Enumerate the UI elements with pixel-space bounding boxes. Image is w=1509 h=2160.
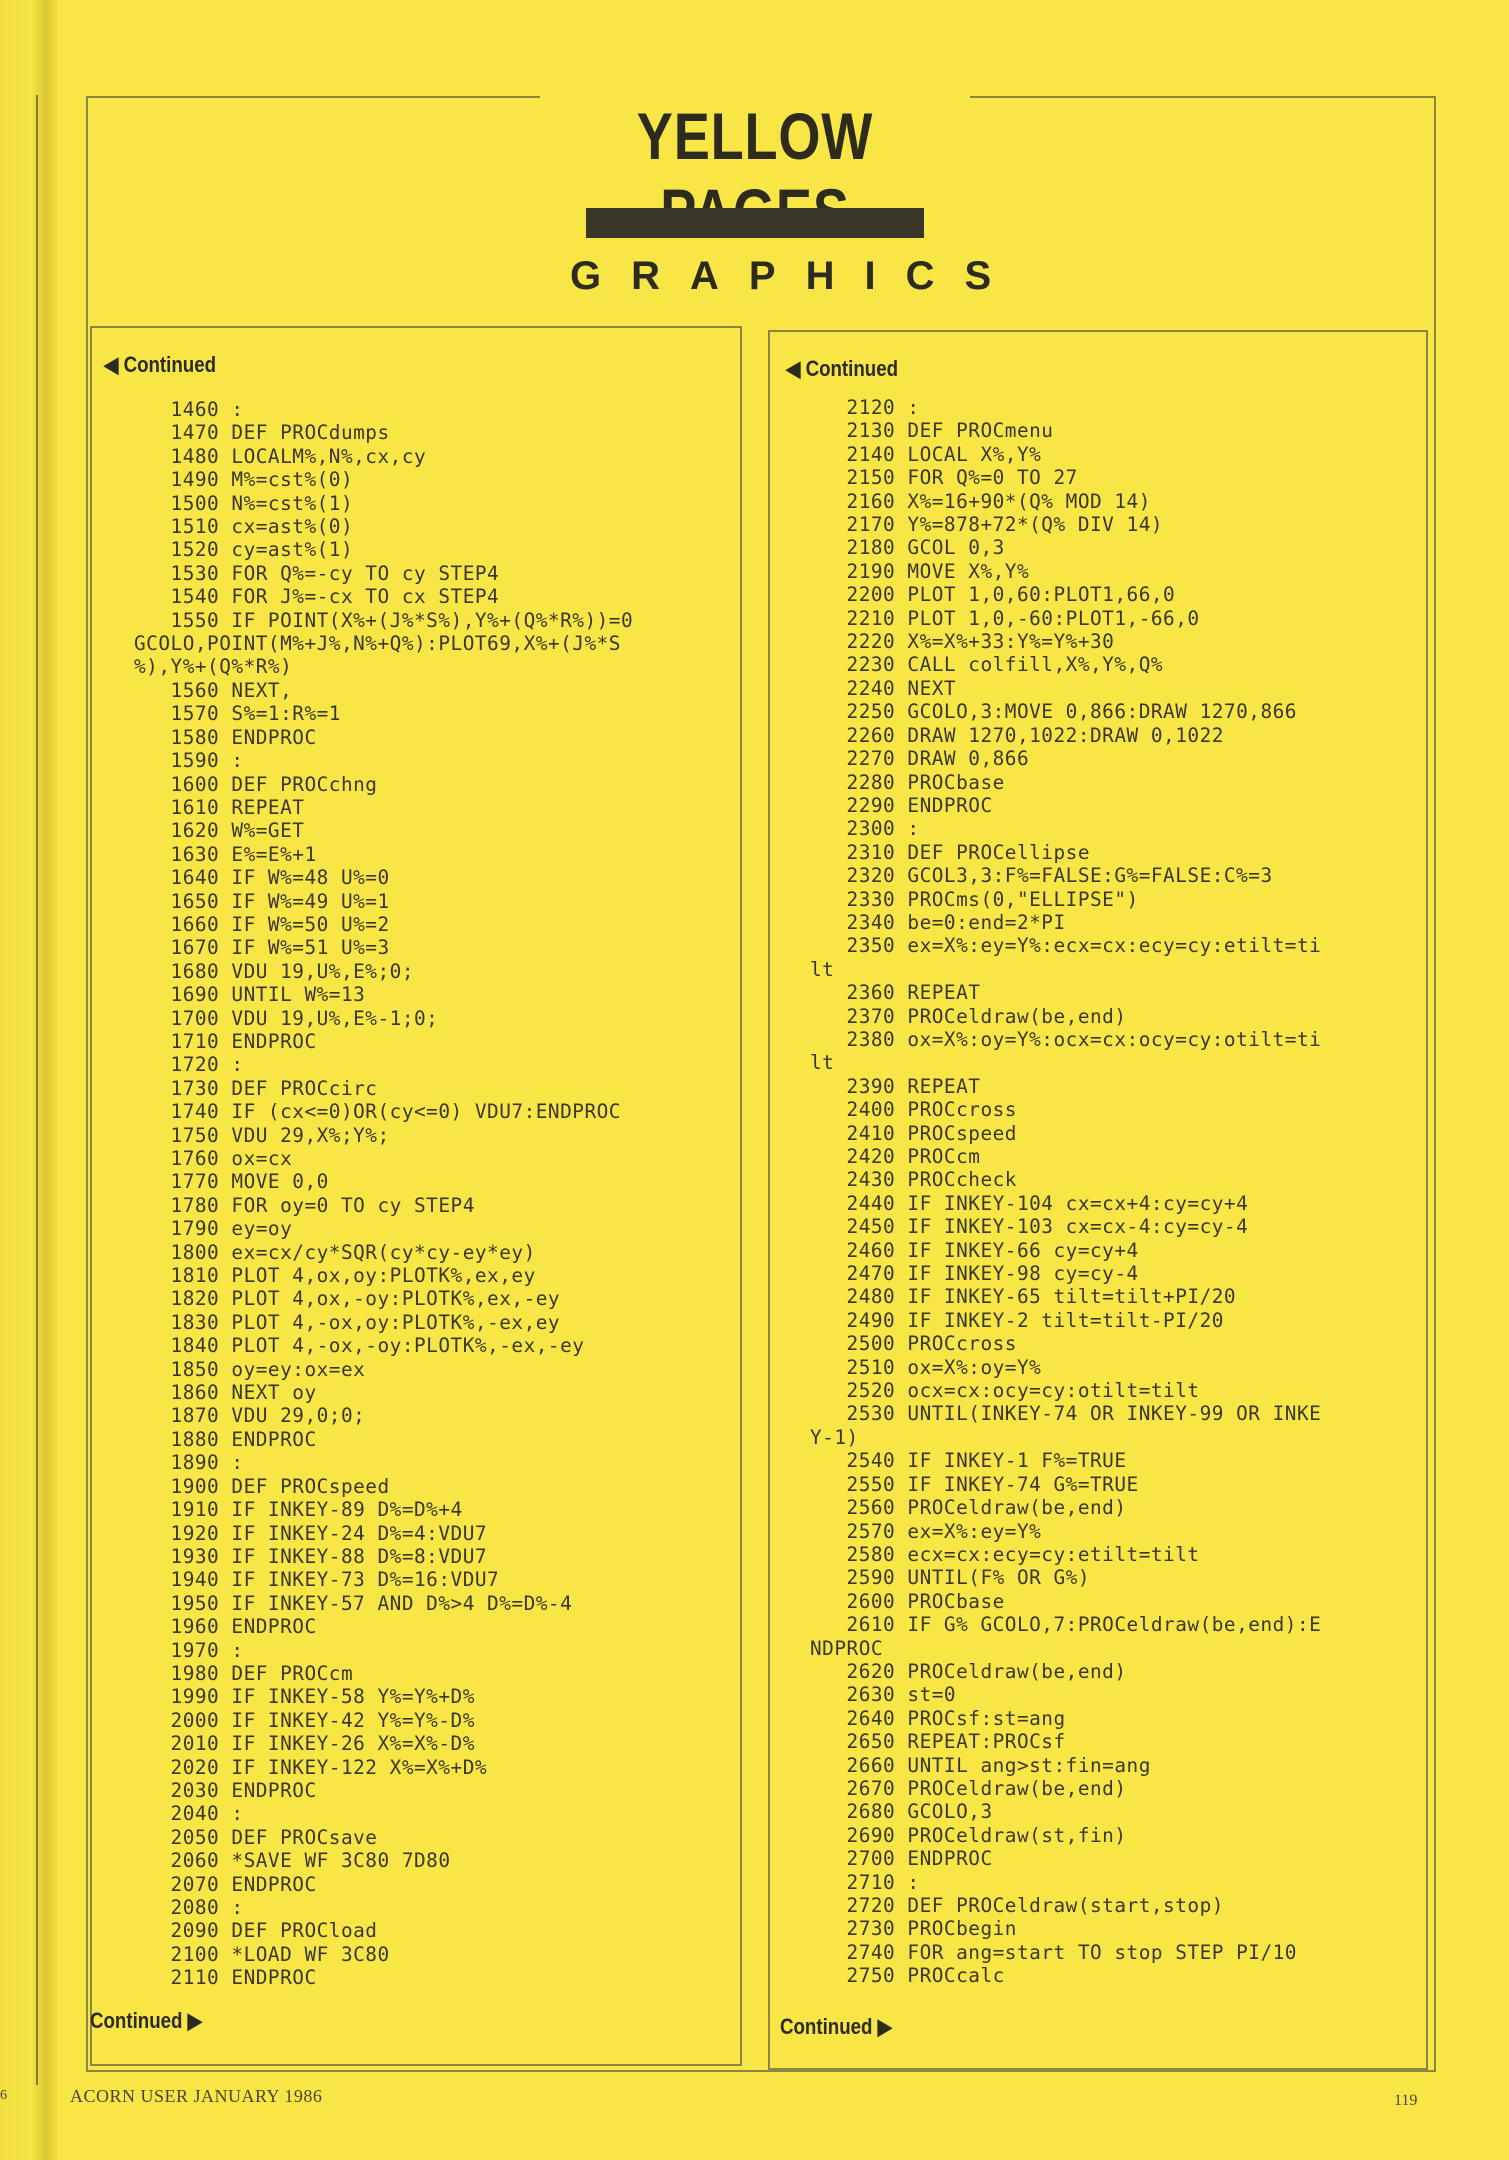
code-line: 2270 DRAW 0,866 [810, 747, 1030, 771]
code-line: 2620 PROCeldraw(be,end) [810, 1659, 1127, 1683]
continued-from-label: ◀ Continued [104, 352, 217, 377]
code-line: 1650 IF W%=49 U%=1 [134, 889, 390, 913]
code-line: 2040 : [134, 1802, 244, 1826]
code-line: 1960 ENDPROC [134, 1615, 317, 1639]
code-line: 2350 ex=X%:ey=Y%:ecx=cx:ecy=cy:etilt=ti [810, 934, 1322, 958]
code-line: 2090 DEF PROCload [134, 1919, 378, 1943]
code-line: 1670 IF W%=51 U%=3 [134, 936, 390, 960]
code-line: 1510 cx=ast%(0) [134, 515, 354, 539]
code-line: 2600 PROCbase [810, 1589, 1005, 1613]
header-underline-bar [586, 208, 924, 238]
code-line: 2500 PROCcross [810, 1332, 1017, 1356]
basic-listing [810, 396, 1321, 1988]
code-line: 2030 ENDPROC [134, 1778, 317, 1802]
code-line: 2160 X%=16+90*(Q% MOD 14) [810, 489, 1151, 513]
code-line: 1910 IF INKEY-89 D%=D%+4 [134, 1498, 463, 1522]
code-line: 2540 IF INKEY-1 F%=TRUE [810, 1449, 1127, 1473]
code-line: 1850 oy=ey:ox=ex [134, 1357, 366, 1381]
previous-page-frame-edge [0, 95, 38, 2085]
continued-from-label: ◀ Continued [786, 356, 899, 381]
code-line: 2340 be=0:end=2*PI [810, 910, 1066, 934]
continued-on-label: Continued ▶ [90, 2008, 203, 2033]
code-line: 2240 NEXT [810, 676, 957, 700]
code-line: 1560 NEXT, [134, 678, 293, 702]
code-line: 2570 ex=X%:ey=Y% [810, 1519, 1042, 1543]
code-line: %),Y%+(Q%*R%) [134, 655, 293, 679]
code-line: 2230 CALL colfill,X%,Y%,Q% [810, 653, 1164, 677]
code-line: lt [810, 1051, 835, 1075]
code-line: Y-1) [810, 1425, 859, 1449]
code-line: 2010 IF INKEY-26 X%=X%-D% [134, 1732, 475, 1756]
code-line: 1520 cy=ast%(1) [134, 538, 354, 562]
code-line: 1710 ENDPROC [134, 1029, 317, 1053]
code-line: 2310 DEF PROCellipse [810, 840, 1091, 864]
code-line: 1690 UNTIL W%=13 [134, 983, 366, 1007]
code-line: 1630 E%=E%+1 [134, 842, 317, 866]
code-line: 1590 : [134, 749, 244, 773]
code-line: 1830 PLOT 4,-ox,oy:PLOTK%,-ex,ey [134, 1310, 561, 1334]
code-line: 2740 FOR ang=start TO stop STEP PI/10 [810, 1940, 1297, 1964]
code-line: 2140 LOCAL X%,Y% [810, 442, 1042, 466]
code-line: NDPROC [810, 1636, 884, 1660]
code-line: 2200 PLOT 1,0,60:PLOT1,66,0 [810, 583, 1176, 607]
header-title: YELLOW [636, 99, 874, 173]
code-line: 2670 PROCeldraw(be,end) [810, 1776, 1127, 1800]
code-line: 1620 W%=GET [134, 819, 305, 843]
code-line: 1870 VDU 29,0;0; [134, 1404, 366, 1428]
code-line: 1900 DEF PROCspeed [134, 1474, 390, 1498]
code-line: 2380 ox=X%:oy=Y%:ocx=cx:ocy=cy:otilt=ti [810, 1027, 1322, 1051]
code-line: 1550 IF POINT(X%+(J%*S%),Y%+(Q%*R%))=0 [134, 608, 634, 632]
code-line: 2610 IF G% GCOLO,7:PROCeldraw(be,end):E [810, 1613, 1322, 1637]
code-line: 2700 ENDPROC [810, 1847, 993, 1871]
code-line: 2580 ecx=cx:ecy=cy:etilt=tilt [810, 1542, 1200, 1566]
page-number: 119 [1394, 2092, 1418, 2109]
code-line: 1740 IF (cx<=0)OR(cy<=0) VDU7:ENDPROC [134, 1100, 621, 1124]
code-line: 1500 N%=cst%(1) [134, 491, 354, 515]
code-line: 2720 DEF PROCeldraw(start,stop) [810, 1894, 1224, 1917]
code-line: 1950 IF INKEY-57 AND D%>4 D%=D%-4 [134, 1591, 573, 1615]
code-line: 2130 DEF PROCmenu [810, 419, 1054, 443]
code-line: 1470 DEF PROCdumps [134, 421, 390, 445]
header-subtitle: GRAPHICS [570, 254, 1022, 298]
code-line: 2400 PROCcross [810, 1098, 1017, 1122]
code-line: 2220 X%=X%+33:Y%=Y%+30 [810, 630, 1115, 654]
code-line: 2020 IF INKEY-122 X%=X%+D% [134, 1755, 488, 1779]
code-line: 2560 PROCeldraw(be,end) [810, 1496, 1127, 1520]
code-line: 2070 ENDPROC [134, 1872, 317, 1896]
code-line: 1940 IF INKEY-73 D%=16:VDU7 [134, 1568, 500, 1592]
code-line: 2000 IF INKEY-42 Y%=Y%-D% [134, 1708, 475, 1732]
code-line: 2180 GCOL 0,3 [810, 536, 1005, 560]
code-line: 1770 MOVE 0,0 [134, 1170, 329, 1194]
code-line: 2430 PROCcheck [810, 1168, 1017, 1192]
code-line: 2210 PLOT 1,0,-60:PLOT1,-66,0 [810, 606, 1200, 630]
code-line: 2120 : [810, 396, 920, 419]
code-line: 1680 VDU 19,U%,E%;0; [134, 959, 415, 983]
code-line: 2080 : [134, 1896, 244, 1919]
code-line: 1640 IF W%=48 U%=0 [134, 866, 390, 890]
code-line: 2630 st=0 [810, 1683, 957, 1707]
code-line: 1860 NEXT oy [134, 1381, 317, 1405]
code-line: 1610 REPEAT [134, 795, 305, 819]
code-line: 1750 VDU 29,X%;Y%; [134, 1123, 390, 1147]
code-line: 2650 REPEAT:PROCsf [810, 1730, 1066, 1754]
code-line: 2420 PROCcm [810, 1145, 981, 1168]
code-line: 1600 DEF PROCchng [134, 772, 378, 796]
previous-page-number: 6 [0, 2088, 7, 2103]
code-line: 2260 DRAW 1270,1022:DRAW 0,1022 [810, 723, 1224, 747]
code-line: 2170 Y%=878+72*(Q% DIV 14) [810, 513, 1164, 537]
code-line: 1920 IF INKEY-24 D%=4:VDU7 [134, 1521, 488, 1545]
code-line: 2450 IF INKEY-103 cx=cx-4:cy=cy-4 [810, 1215, 1249, 1239]
code-line: 2680 GCOLO,3 [810, 1800, 993, 1824]
code-line: 2360 REPEAT [810, 981, 981, 1005]
code-line: 1820 PLOT 4,ox,-oy:PLOTK%,ex,-ey [134, 1287, 561, 1311]
code-line: 1840 PLOT 4,-ox,-oy:PLOTK%,-ex,-ey [134, 1334, 585, 1358]
code-line: 2530 UNTIL(INKEY-74 OR INKEY-99 OR INKE [810, 1402, 1322, 1426]
code-line: 2390 REPEAT [810, 1074, 981, 1098]
code-line: 2440 IF INKEY-104 cx=cx+4:cy=cy+4 [810, 1191, 1249, 1215]
code-line: 1810 PLOT 4,ox,oy:PLOTK%,ex,ey [134, 1264, 536, 1288]
code-line: 2510 ox=X%:oy=Y% [810, 1355, 1042, 1379]
code-line: 1660 IF W%=50 U%=2 [134, 912, 390, 936]
code-line: 2250 GCOLO,3:MOVE 0,866:DRAW 1270,866 [810, 700, 1297, 724]
code-line: 2150 FOR Q%=0 TO 27 [810, 466, 1078, 490]
code-line: 1460 : [134, 398, 244, 421]
section-header [540, 96, 1022, 298]
code-line: 2050 DEF PROCsave [134, 1825, 378, 1849]
code-line: 1480 LOCALM%,N%,cx,cy [134, 444, 427, 468]
code-line: 1800 ex=cx/cy*SQR(cy*cy-ey*ey) [134, 1240, 536, 1264]
continued-on-label: Continued ▶ [780, 2014, 893, 2039]
code-line: 2060 *SAVE WF 3C80 7D80 [134, 1849, 451, 1873]
code-line: 2280 PROCbase [810, 770, 1005, 794]
code-line: 1540 FOR J%=-cx TO cx STEP4 [134, 585, 500, 609]
code-line: 2320 GCOL3,3:F%=FALSE:G%=FALSE:C%=3 [810, 864, 1273, 888]
code-line: 2460 IF INKEY-66 cy=cy+4 [810, 1238, 1139, 1262]
code-line: 2550 IF INKEY-74 G%=TRUE [810, 1472, 1139, 1496]
code-line: 2640 PROCsf:st=ang [810, 1706, 1066, 1730]
code-line: 1790 ey=oy [134, 1217, 293, 1241]
code-line: 1730 DEF PROCcirc [134, 1076, 378, 1100]
code-line: 2290 ENDPROC [810, 793, 993, 817]
code-line: 2520 ocx=cx:ocy=cy:otilt=tilt [810, 1379, 1200, 1403]
code-line: 1490 M%=cst%(0) [134, 468, 354, 492]
code-line: 1990 IF INKEY-58 Y%=Y%+D% [134, 1685, 475, 1709]
code-line: 1700 VDU 19,U%,E%-1;0; [134, 1006, 439, 1030]
code-line: 1780 FOR oy=0 TO cy STEP4 [134, 1193, 475, 1217]
code-line: GCOLO,POINT(M%+J%,N%+Q%):PLOT69,X%+(J%*S [134, 632, 621, 656]
code-line: 1530 FOR Q%=-cy TO cy STEP4 [134, 561, 500, 585]
code-line: 1720 : [134, 1053, 244, 1077]
code-line: 2690 PROCeldraw(st,fin) [810, 1823, 1127, 1847]
code-line: 1880 ENDPROC [134, 1427, 317, 1451]
code-line: 2590 UNTIL(F% OR G%) [810, 1566, 1091, 1590]
code-line: 1980 DEF PROCcm [134, 1661, 354, 1685]
code-line: 2750 PROCcalc [810, 1964, 1005, 1988]
code-line: 2190 MOVE X%,Y% [810, 559, 1030, 583]
code-line: 2410 PROCspeed [810, 1121, 1017, 1145]
code-line: 2660 UNTIL ang>st:fin=ang [810, 1753, 1151, 1777]
code-line: 2480 IF INKEY-65 tilt=tilt+PI/20 [810, 1285, 1237, 1309]
footer-publication: ACORN USER JANUARY 1986 [70, 2086, 323, 2106]
code-line: 2490 IF INKEY-2 tilt=tilt-PI/20 [810, 1308, 1224, 1332]
code-line: lt [810, 957, 835, 981]
code-column-left [90, 326, 742, 2066]
code-line: 2330 PROCms(0,"ELLIPSE") [810, 887, 1139, 911]
code-line: 1570 S%=1:R%=1 [134, 702, 341, 726]
code-line: 2300 : [810, 817, 920, 841]
code-line: 1580 ENDPROC [134, 725, 317, 749]
code-line: 2470 IF INKEY-98 cy=cy-4 [810, 1262, 1139, 1286]
code-line: 1930 IF INKEY-88 D%=8:VDU7 [134, 1544, 488, 1568]
code-line: 2100 *LOAD WF 3C80 [134, 1942, 390, 1966]
code-line: 1760 ox=cx [134, 1147, 293, 1170]
code-line: 2110 ENDPROC [134, 1966, 317, 1990]
basic-listing [134, 398, 633, 1990]
code-line: 2710 : [810, 1870, 920, 1894]
code-line: 1890 : [134, 1451, 244, 1475]
code-line: 1970 : [134, 1638, 244, 1662]
code-column-right [768, 330, 1428, 2070]
code-line: 2370 PROCeldraw(be,end) [810, 1004, 1127, 1028]
code-line: 2730 PROCbegin [810, 1917, 1017, 1941]
